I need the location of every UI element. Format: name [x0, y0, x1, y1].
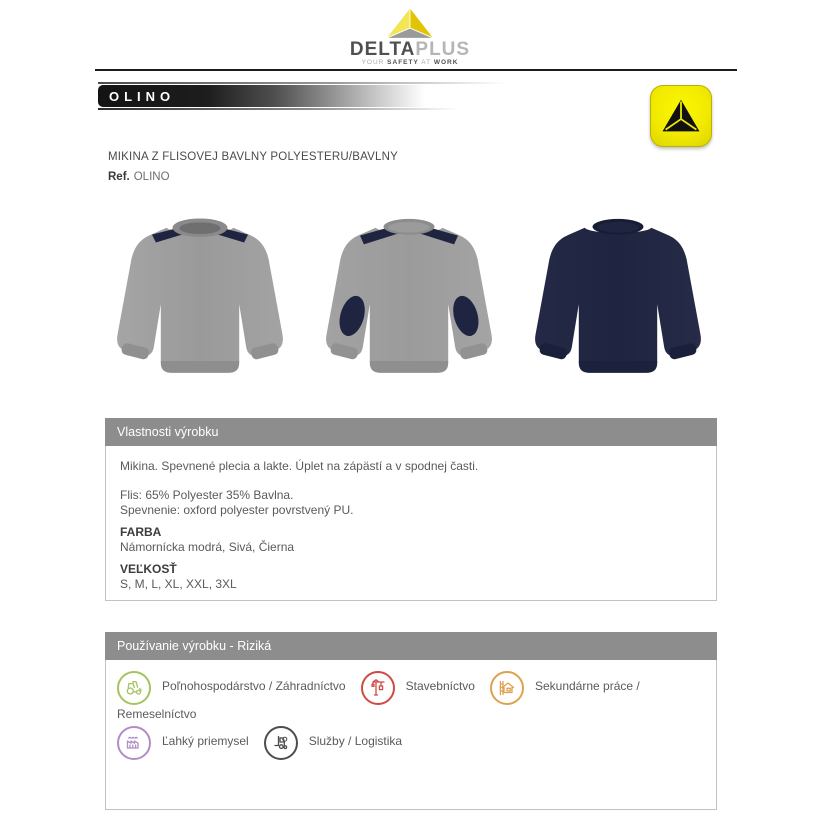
brand-wordmark — [0, 41, 820, 59]
brand-name-plus: PLUS — [415, 39, 471, 60]
product-name: OLINO — [109, 88, 176, 104]
risk-label-services-logistics: Služby / Logistika — [308, 734, 403, 748]
brand-logo — [0, 6, 820, 66]
deltaplus-pyramid-icon — [659, 96, 703, 136]
product-image-front-grey — [100, 192, 300, 387]
risk-label-secondary-works: Sekundárne práce / Remeselníctvo — [117, 679, 640, 721]
brand-tagline — [0, 59, 820, 66]
tractor-icon — [117, 671, 151, 705]
tagline-your: YOUR — [361, 59, 385, 66]
section-properties-title: Vlastnosti výrobku — [117, 425, 219, 439]
risk-label-construction: Stavebníctvo — [405, 679, 475, 693]
size-value: S, M, L, XL, XXL, 3XL — [120, 577, 237, 591]
forklift-icon — [264, 726, 298, 760]
risk-group-1 — [117, 671, 698, 723]
risk-label-light-industry: Ľahký priemysel — [162, 734, 249, 748]
risk-label-agriculture: Poľnohospodárstvo / Záhradníctvo — [162, 679, 346, 693]
tagline-at: AT — [421, 59, 431, 66]
product-description: Mikina. Spevnené plecia a lakte. Úplet na zápästí a v spodnej časti. — [120, 459, 479, 473]
section-usage-header — [105, 632, 717, 660]
product-name-bar — [98, 85, 438, 107]
scaffold-house-icon — [490, 671, 524, 705]
size-label: VEĽKOSŤ — [120, 562, 177, 576]
product-title: MIKINA Z FLISOVEJ BAVLNY POLYESTERU/BAVLNY — [108, 151, 399, 163]
product-images-row — [100, 190, 718, 388]
tagline-safety: SAFETY — [387, 59, 419, 66]
product-image-back-grey — [309, 192, 509, 387]
banner-line-top — [98, 82, 528, 84]
color-value: Námornícka modrá, Sivá, Čierna — [120, 540, 295, 554]
section-usage-title: Používanie výrobku - Riziká — [117, 639, 272, 653]
material-line-2: Spevnenie: oxford polyester povrstvený PU. — [120, 503, 354, 517]
header-divider — [95, 69, 737, 71]
section-usage — [105, 632, 717, 810]
tower-crane-icon — [361, 671, 395, 705]
product-image-back-navy — [518, 192, 718, 387]
deltaplus-triangle-icon — [383, 6, 437, 40]
section-properties-header — [105, 418, 717, 446]
brand-name-delta: DELTA — [349, 39, 416, 60]
factory-icon — [117, 726, 151, 760]
material-line-1: Flis: 65% Polyester 35% Bavlna. — [120, 488, 294, 502]
risk-group-2 — [117, 726, 698, 760]
tagline-work: WORK — [433, 59, 459, 66]
section-properties-body — [105, 446, 717, 601]
banner-line-bottom — [98, 108, 478, 110]
brand-yellow-badge — [650, 85, 712, 147]
product-reference — [108, 171, 170, 183]
color-label: FARBA — [120, 525, 162, 539]
section-properties — [105, 418, 717, 601]
ref-value: OLINO — [133, 171, 170, 183]
section-usage-body — [105, 660, 717, 810]
ref-label: Ref. — [108, 171, 130, 183]
product-banner — [98, 82, 558, 110]
